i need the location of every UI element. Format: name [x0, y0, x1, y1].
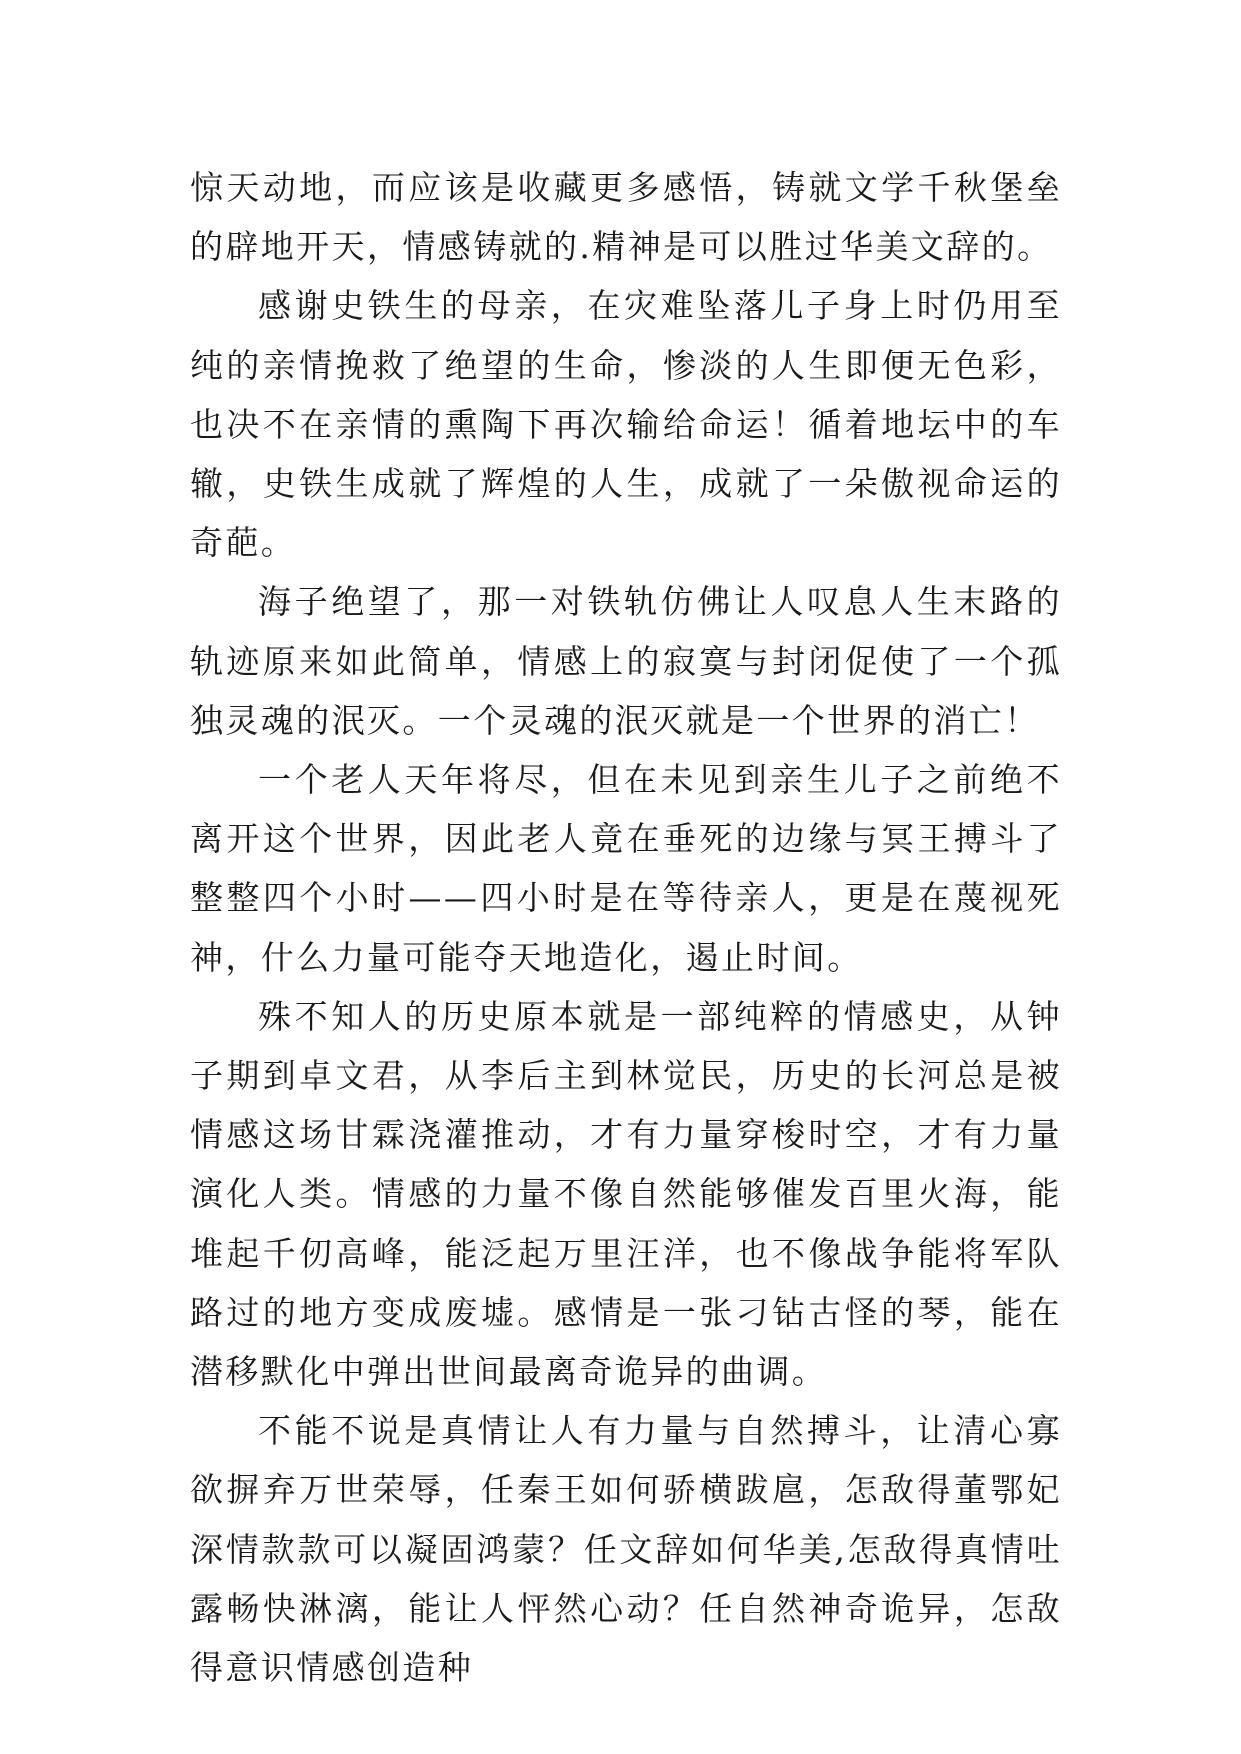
paragraph-2: 感谢史铁生的母亲，在灾难坠落儿子身上时仍用至纯的亲情挽救了绝望的生命，惨淡的人生即便无色彩，也决不在亲情的熏陶下再次输给命运！循着地坛中的车辙，史铁生成就了辉煌的人生，成就了一朵傲视命运的奇葩。	[190, 286, 1062, 563]
document-body	[190, 158, 1062, 1697]
paragraph-4: 一个老人天年将尽，但在未见到亲生儿子之前绝不离开这个世界，因此老人竟在垂死的边缘与冥王搏斗了整整四个小时——四小时是在等待亲人，更是在蔑视死神，什么力量可能夺天地造化，遏止时间。	[190, 760, 1062, 977]
paragraph-1: 惊天动地，而应该是收藏更多感悟，铸就文学千秋堡垒的辟地开天，情感铸就的.精神是可以胜过华美文辞的。	[190, 168, 1062, 267]
paragraph-5: 殊不知人的历史原本就是一部纯粹的情感史，从钟子期到卓文君，从李后主到林觉民，历史的长河总是被情感这场甘霖浇灌推动，才有力量穿梭时空，才有力量演化人类。情感的力量不像自然能够催发百里火海，能堆起千仞高峰，能泛起万里汪洋，也不像战争能将军队路过的地方变成废墟。感情是一张刁钻古怪的琴，能在潜移默化中弹出世间最离奇诡异的曲调。	[190, 996, 1062, 1392]
paragraph-6: 不能不说是真情让人有力量与自然搏斗，让清心寡欲摒弃万世荣辱，任秦王如何骄横跋扈，怎敌得董鄂妃深情款款可以凝固鸿蒙？任文辞如何华美,怎敌得真情吐露畅快淋漓，能让人怦然心动？任自然神奇诡异，怎敌得意识情感创造种	[190, 1411, 1062, 1688]
paragraph-3: 海子绝望了，那一对铁轨仿佛让人叹息人生末路的轨迹原来如此简单，情感上的寂寞与封闭促使了一个孤独灵魂的泯灭。一个灵魂的泯灭就是一个世界的消亡！	[190, 582, 1062, 740]
